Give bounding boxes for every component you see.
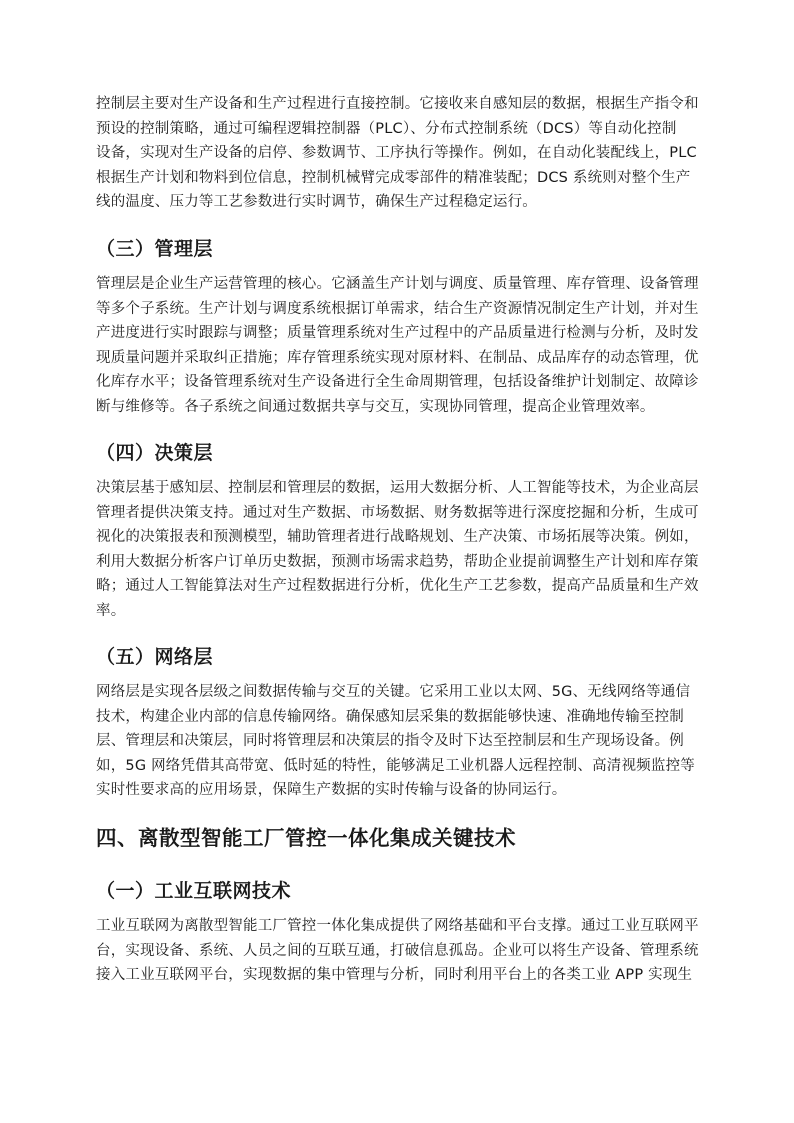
text-line: 视化的决策报表和预测模型，辅助管理者进行战略规划、生产决策、市场拓展等决策。例如， — [96, 529, 699, 545]
paragraph-network-layer — [96, 680, 695, 803]
text-line: 工业互联网为离散型智能工厂管控一体化集成提供了网络基础和平台支撑。通过工业互联网平 — [96, 918, 699, 934]
heading-industrial-internet: （一）工业互联网技术 — [96, 880, 292, 902]
text-line: 台，实现设备、系统、人员之间的互联互通，打破信息孤岛。企业可以将生产设备、管理系统 — [96, 942, 699, 959]
text-line: 层、管理层和决策层，同时将管理层和决策层的指令及时下达至控制层和生产现场设备。例 — [96, 733, 684, 749]
text-line: 设备，实现对生产设备的启停、参数调节、工序执行等操作。例如，在自动化装配线上，PLC — [96, 145, 697, 161]
paragraph-decision-layer — [96, 476, 699, 623]
text-line: 控制层主要对生产设备和生产过程进行直接控制。它接收来自感知层的数据，根据生产指令和 — [96, 96, 699, 112]
text-line: 管理层是企业生产运营管理的核心。它涵盖生产计划与调度、质量管理、库存管理、设备管理 — [96, 276, 699, 292]
paragraph-control-layer — [96, 92, 699, 215]
text-line: 率。 — [96, 602, 126, 619]
text-line: 技术，构建企业内部的信息传输网络。确保感知层采集的数据能够快速、准确地传输至控制 — [96, 708, 684, 725]
text-line: 预设的控制策略，通过可编程逻辑控制器（PLC）、分布式控制系统（DCS）等自动化控制 — [96, 120, 677, 137]
heading-network-layer: （五）网络层 — [96, 646, 214, 668]
text-line: 断与维修等。各子系统之间通过数据共享与交互，实现协同管理，提高企业管理效率。 — [96, 398, 655, 415]
heading-management-layer: （三）管理层 — [96, 238, 214, 260]
text-line: 网络层是实现各层级之间数据传输与交互的关键。它采用工业以太网、5G、无线网络等通信 — [96, 684, 691, 700]
heading-decision-layer: （四）决策层 — [96, 442, 214, 464]
text-line: 略；通过人工智能算法对生产过程数据进行分析，优化生产工艺参数，提高产品质量和生产效 — [96, 578, 699, 594]
heading-chapter-four: 四、离散型智能工厂管控一体化集成关键技术 — [96, 826, 516, 850]
paragraph-industrial-internet — [96, 914, 699, 988]
text-line: 线的温度、压力等工艺参数进行实时调节，确保生产过程稳定运行。 — [96, 194, 537, 210]
text-line: 现质量问题并采取纠正措施；库存管理系统实现对原材料、在制品、成品库存的动态管理，优 — [96, 349, 699, 366]
text-line: 利用大数据分析客户订单历史数据，预测市场需求趋势，帮助企业提前调整生产计划和库存策 — [96, 553, 699, 570]
paragraph-management-layer — [96, 272, 699, 419]
text-line: 化库存水平；设备管理系统对生产设备进行全生命周期管理，包括设备维护计划制定、故障诊 — [96, 374, 699, 390]
text-line: 实时性要求高的应用场景，保障生产数据的实时传输与设备的协同运行。 — [96, 782, 567, 798]
text-line: 接入工业互联网平台，实现数据的集中管理与分析，同时利用平台上的各类工业 APP 实现生 — [96, 967, 693, 983]
text-line: 如，5G 网络凭借其高带宽、低时延的特性，能够满足工业机器人远程控制、高清视频监控等 — [96, 757, 695, 774]
text-line: 决策层基于感知层、控制层和管理层的数据，运用大数据分析、人工智能等技术，为企业高层 — [96, 480, 699, 496]
text-line: 管理者提供决策支持。通过对生产数据、市场数据、财务数据等进行深度挖掘和分析，生成可 — [96, 504, 699, 521]
text-line: 根据生产计划和物料到位信息，控制机械臂完成零部件的精准装配；DCS 系统则对整个生产 — [96, 169, 691, 186]
text-line: 等多个子系统。生产计划与调度系统根据订单需求，结合生产资源情况制定生产计划，并对生 — [96, 300, 699, 317]
text-line: 产进度进行实时跟踪与调整；质量管理系统对生产过程中的产品质量进行检测与分析，及时发 — [96, 325, 699, 341]
